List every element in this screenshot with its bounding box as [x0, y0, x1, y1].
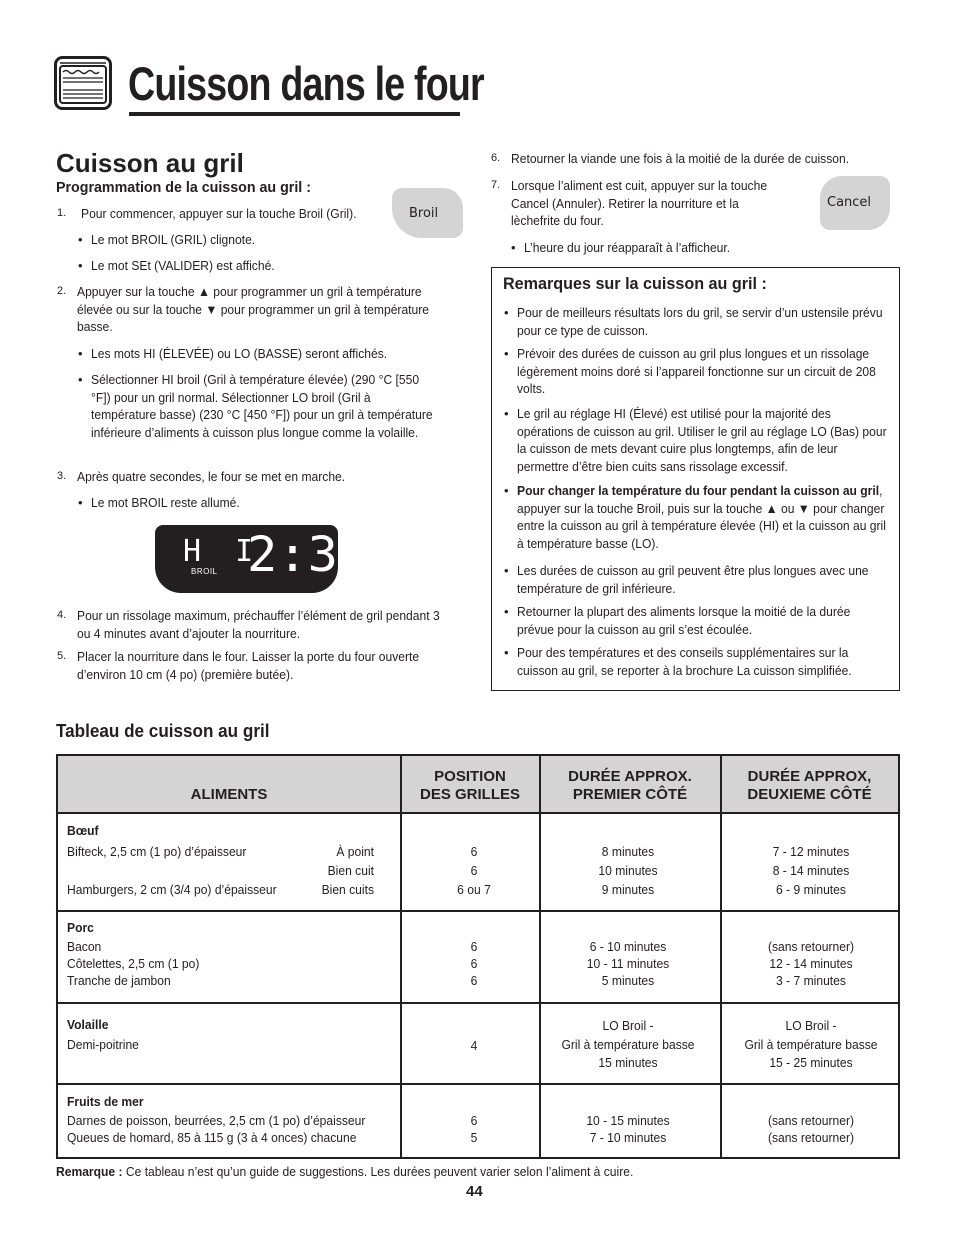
header-deuxieme-1: DURÉE APPROX,: [747, 768, 872, 785]
table-cell: 7 - 12 minutes: [772, 844, 850, 859]
table-cell: 6: [470, 973, 478, 988]
step-1-bullet-1: Le mot BROIL (GRIL) clignote.: [91, 232, 256, 247]
bullet: •: [78, 372, 83, 387]
bullet: •: [504, 563, 509, 578]
table-cell: Darnes de poisson, beurrées, 2,5 cm (1 po) d’épaisseur: [67, 1113, 366, 1128]
footnote: [56, 1164, 633, 1179]
table-cell: 6: [470, 939, 478, 954]
step-2: Appuyer sur la touche ▲ pour programmer un gril à température élevée ou sur la touche ▼ pour programmer un gril à température basse.: [77, 284, 430, 334]
step-5: Placer la nourriture dans le four. Laisser la porte du four ouverte d’environ 10 cm (4 po) (première butée).: [77, 649, 420, 682]
header-premier-1: DURÉE APPROX.: [568, 768, 692, 785]
remark-7: Pour des températures et des conseils supplémentaires sur la cuisson au gril, se reporter à la brochure La cuisson simplifiée.: [517, 645, 852, 678]
step-6: Retourner la viande une fois à la moitié de la durée de cuisson.: [511, 151, 850, 166]
remark-1: Pour de meilleurs résultats lors du gril, se servir d’un ustensile prévu pour ce type de cuisson.: [517, 305, 883, 338]
oven-display: [155, 525, 369, 593]
category-fruits-de-mer: Fruits de mer: [67, 1094, 144, 1109]
bullet: •: [504, 406, 509, 421]
remark-4-text: , appuyer sur la touche Broil, puis sur la touche ▲ ou ▼ pour changer entre la cuisson au gril à température élevée (HI) et la cuisson au gril à température basse (LO).: [517, 483, 886, 551]
remark-5: Les durées de cuisson au gril peuvent être plus longues avec une température de gril inférieure.: [517, 563, 869, 596]
step-3-bullet-1: Le mot BROIL reste allumé.: [91, 495, 240, 510]
table-cell: 15 - 25 minutes: [769, 1055, 853, 1070]
step-number: 1.: [57, 207, 67, 219]
table-cell: 8 - 14 minutes: [772, 863, 850, 878]
step-3: Après quatre secondes, le four se met en marche.: [77, 469, 346, 484]
bullet: •: [78, 495, 83, 510]
bullet: •: [78, 232, 83, 247]
table-cell: 5: [470, 1130, 478, 1145]
table-cell: Demi-poitrine: [67, 1037, 139, 1052]
display-broil: BROIL: [191, 567, 218, 576]
header-position-2: DES GRILLES: [419, 786, 520, 803]
bullet: •: [504, 483, 509, 498]
table-cell: 8 minutes: [601, 844, 655, 859]
table-title: Tableau de cuisson au gril: [56, 721, 270, 741]
bullet: •: [504, 645, 509, 660]
remark-3: Le gril au réglage HI (Élevé) est utilisé pour la majorité des opérations de cuisson au gril. Utiliser le gril au réglage LO (Bas) pour la cuisson de mets devant cuire plus longtemps, afin de leur permettre d’être bien cuits sans rissolage excessif.: [517, 406, 887, 474]
step-2-bullet-2: Sélectionner HI broil (Gril à température élevée) (290 °C [550 °F]) pour un gril normal. Sélectionner LO broil (Gril à température basse) (230 °C [450 °F]) pour un gril à température inférieure d’aliments à cuisson plus longue comme la volaille.: [91, 372, 433, 440]
table-cell: Bien cuits: [321, 882, 374, 897]
table-cell: 6: [470, 956, 478, 971]
remark-4: [517, 482, 889, 552]
table-cell: 12 - 14 minutes: [769, 956, 853, 971]
step-number: 3.: [57, 470, 67, 482]
cancel-button[interactable]: [820, 176, 890, 230]
row-divider: [56, 1083, 900, 1085]
header-aliments: ALIMENTS: [190, 786, 268, 803]
page-number: 44: [466, 1183, 483, 1200]
table-cell: 15 minutes: [598, 1055, 658, 1070]
table-cell: 10 - 11 minutes: [586, 956, 670, 971]
table-cell: 6 - 9 minutes: [776, 882, 846, 897]
section-title: Cuisson au gril: [56, 148, 244, 178]
table-cell: Gril à température basse: [561, 1037, 695, 1052]
table-cell: 6 - 10 minutes: [589, 939, 667, 954]
table-cell: 3 - 7 minutes: [776, 973, 846, 988]
category-porc: Porc: [67, 920, 94, 935]
broil-button[interactable]: [392, 188, 463, 238]
step-number: 5.: [57, 650, 67, 662]
table-cell: À point: [336, 844, 374, 859]
broil-button-label: Broil: [409, 206, 439, 221]
remark-4-bold: Pour changer la température du four pendant la cuisson au gril: [517, 483, 880, 498]
step-number: 7.: [491, 179, 501, 191]
column-divider: [720, 756, 722, 1157]
table-cell: Bacon: [67, 939, 102, 954]
table-cell: Hamburgers, 2 cm (3/4 po) d’épaisseur: [67, 882, 277, 897]
table-cell: Queues de homard, 85 à 115 g (3 à 4 onces) chacune: [67, 1130, 357, 1145]
table-cell: Bien cuit: [327, 863, 374, 878]
step-2-bullet-1: Les mots HI (ÉLEVÉE) ou LO (BASSE) seront affichés.: [91, 346, 388, 361]
table-cell: (sans retourner): [767, 1130, 854, 1145]
footnote-text: Ce tableau n’est qu’un guide de suggestions. Les durées peuvent varier selon l’aliment à cuire.: [122, 1164, 634, 1179]
row-divider: [56, 812, 900, 814]
step-number: 2.: [57, 285, 67, 297]
sub-heading: Programmation de la cuisson au gril :: [56, 179, 311, 196]
table-cell: LO Broil -: [785, 1018, 837, 1033]
table-cell: 7 - 10 minutes: [589, 1130, 667, 1145]
display-hi: H I: [183, 534, 262, 569]
display-time: 2:30: [247, 527, 369, 583]
row-divider: [56, 1002, 900, 1004]
step-1: Pour commencer, appuyer sur la touche Broil (Gril).: [81, 206, 357, 221]
table-cell: 6: [470, 863, 478, 878]
table-cell: Tranche de jambon: [67, 973, 171, 988]
step-7: Lorsque l’aliment est cuit, appuyer sur la touche Cancel (Annuler). Retirer la nourriture et la lèchefrite du four.: [511, 178, 768, 228]
bullet: •: [504, 346, 509, 361]
page-title: Cuisson dans le four: [128, 57, 484, 110]
column-divider: [400, 756, 402, 1157]
header-deuxieme-2: DEUXIEME CÔTÉ: [747, 786, 872, 803]
bullet: •: [78, 346, 83, 361]
step-7-bullet-1: L’heure du jour réapparaît à l’afficheur.: [524, 240, 731, 255]
table-cell: 10 - 15 minutes: [586, 1113, 670, 1128]
table-cell: (sans retourner): [767, 939, 854, 954]
header-premier-2: PREMIER CÔTÉ: [572, 786, 688, 803]
table-cell: Gril à température basse: [744, 1037, 878, 1052]
table-cell: (sans retourner): [767, 1113, 854, 1128]
row-divider: [56, 910, 900, 912]
step-4: Pour un rissolage maximum, préchauffer l’élément de gril pendant 3 ou 4 minutes avant d’ajouter la nourriture.: [77, 608, 440, 641]
table-cell: 10 minutes: [598, 863, 658, 878]
step-number: 6.: [491, 152, 501, 164]
table-cell: Côtelettes, 2,5 cm (1 po): [67, 956, 200, 971]
table-cell: 6 ou 7: [457, 882, 491, 897]
category-volaille: Volaille: [67, 1017, 109, 1032]
table-cell: 4: [470, 1038, 478, 1053]
remark-2: Prévoir des durées de cuisson au gril plus longues et un rissolage légèrement moins doré si l’appareil fonctionne sur un circuit de 208 volts.: [517, 346, 876, 396]
table-cell: Bifteck, 2,5 cm (1 po) d’épaisseur: [67, 844, 247, 859]
table-cell: 9 minutes: [601, 882, 655, 897]
remark-6: Retourner la plupart des aliments lorsque la moitié de la durée prévue pour la cuisson au gril s’est écoulée.: [517, 604, 851, 637]
remarks-title: Remarques sur la cuisson au gril :: [503, 274, 767, 293]
table-cell: 6: [470, 1113, 478, 1128]
table-cell: 6: [470, 844, 478, 859]
header-position-1: POSITION: [434, 768, 506, 785]
footnote-label: Remarque :: [56, 1164, 123, 1179]
oven-icon: [54, 56, 112, 110]
bullet: •: [504, 305, 509, 320]
category-boeuf: Bœuf: [67, 823, 99, 838]
bullet: •: [504, 604, 509, 619]
step-number: 4.: [57, 609, 67, 621]
title-underline: [129, 112, 460, 116]
table-cell: 5 minutes: [601, 973, 655, 988]
bullet: •: [511, 240, 516, 255]
table-cell: LO Broil -: [602, 1018, 654, 1033]
bullet: •: [78, 258, 83, 273]
step-1-bullet-2: Le mot SEt (VALIDER) est affiché.: [91, 258, 275, 273]
cancel-button-label: Cancel: [827, 195, 872, 210]
